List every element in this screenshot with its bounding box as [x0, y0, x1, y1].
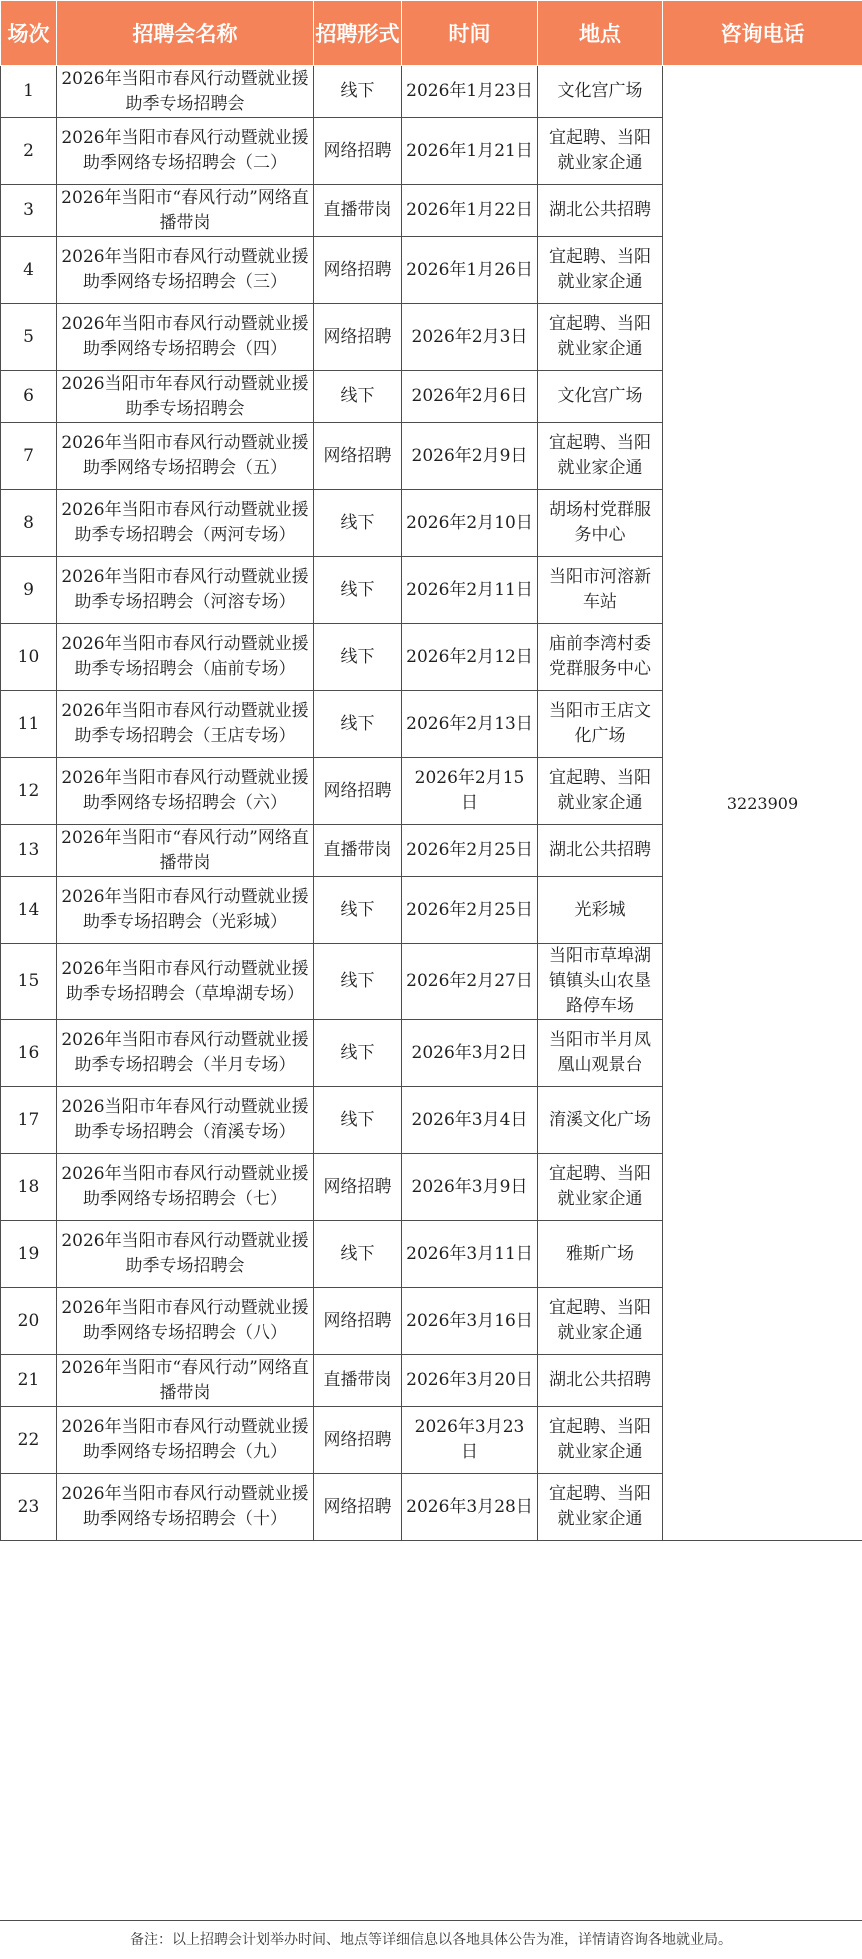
format-cell: 直播带岗 — [314, 825, 402, 877]
index-cell: 11 — [1, 691, 57, 758]
index-cell: 2 — [1, 118, 57, 185]
index-cell: 23 — [1, 1474, 57, 1541]
time-cell: 2026年2月27日 — [402, 944, 538, 1020]
name-cell: 2026年当阳市春风行动暨就业援助季专场招聘会（王店专场） — [57, 691, 314, 758]
location-cell: 宜起聘、当阳就业家企通 — [538, 118, 663, 185]
name-cell: 2026年当阳市春风行动暨就业援助季专场招聘会（河溶专场） — [57, 557, 314, 624]
column-header-name: 招聘会名称 — [57, 1, 314, 66]
name-cell: 2026年当阳市春风行动暨就业援助季专场招聘会（庙前专场） — [57, 624, 314, 691]
index-cell: 6 — [1, 371, 57, 423]
name-cell: 2026年当阳市“春风行动”网络直播带岗 — [57, 825, 314, 877]
location-cell: 胡场村党群服务中心 — [538, 490, 663, 557]
index-cell: 17 — [1, 1087, 57, 1154]
format-cell: 线下 — [314, 1020, 402, 1087]
location-cell: 宜起聘、当阳就业家企通 — [538, 304, 663, 371]
location-cell: 当阳市王店文化广场 — [538, 691, 663, 758]
location-cell: 宜起聘、当阳就业家企通 — [538, 1407, 663, 1474]
table-body — [1, 66, 862, 1541]
time-cell: 2026年1月26日 — [402, 237, 538, 304]
format-cell: 线下 — [314, 66, 402, 118]
name-cell: 2026年当阳市春风行动暨就业援助季网络专场招聘会（六） — [57, 758, 314, 825]
table-header-row — [1, 1, 862, 66]
location-cell: 雅斯广场 — [538, 1221, 663, 1288]
phone-cell: 3223909 — [663, 66, 862, 1541]
name-cell: 2026当阳市年春风行动暨就业援助季专场招聘会（淯溪专场） — [57, 1087, 314, 1154]
location-cell: 文化宫广场 — [538, 66, 663, 118]
index-cell: 14 — [1, 877, 57, 944]
name-cell: 2026年当阳市春风行动暨就业援助季网络专场招聘会（二） — [57, 118, 314, 185]
format-cell: 网络招聘 — [314, 1154, 402, 1221]
index-cell: 12 — [1, 758, 57, 825]
time-cell: 2026年1月21日 — [402, 118, 538, 185]
index-cell: 10 — [1, 624, 57, 691]
time-cell: 2026年2月3日 — [402, 304, 538, 371]
format-cell: 线下 — [314, 557, 402, 624]
time-cell: 2026年3月16日 — [402, 1288, 538, 1355]
format-cell: 线下 — [314, 1087, 402, 1154]
location-cell: 当阳市草埠湖镇镇头山农垦路停车场 — [538, 944, 663, 1020]
name-cell: 2026当阳市年春风行动暨就业援助季专场招聘会 — [57, 371, 314, 423]
name-cell: 2026年当阳市春风行动暨就业援助季网络专场招聘会（五） — [57, 423, 314, 490]
name-cell: 2026年当阳市春风行动暨就业援助季专场招聘会 — [57, 1221, 314, 1288]
time-cell: 2026年3月2日 — [402, 1020, 538, 1087]
time-cell: 2026年2月6日 — [402, 371, 538, 423]
time-cell: 2026年2月11日 — [402, 557, 538, 624]
time-cell: 2026年3月11日 — [402, 1221, 538, 1288]
time-cell: 2026年2月12日 — [402, 624, 538, 691]
index-cell: 9 — [1, 557, 57, 624]
time-cell: 2026年3月28日 — [402, 1474, 538, 1541]
format-cell: 线下 — [314, 691, 402, 758]
location-cell: 淯溪文化广场 — [538, 1087, 663, 1154]
index-cell: 4 — [1, 237, 57, 304]
column-header-phone: 咨询电话 — [663, 1, 862, 66]
time-cell: 2026年1月22日 — [402, 185, 538, 237]
time-cell: 2026年3月20日 — [402, 1355, 538, 1407]
location-cell: 宜起聘、当阳就业家企通 — [538, 1474, 663, 1541]
format-cell: 直播带岗 — [314, 1355, 402, 1407]
column-header-format: 招聘形式 — [314, 1, 402, 66]
name-cell: 2026年当阳市春风行动暨就业援助季专场招聘会 — [57, 66, 314, 118]
index-cell: 1 — [1, 66, 57, 118]
index-cell: 18 — [1, 1154, 57, 1221]
location-cell: 宜起聘、当阳就业家企通 — [538, 423, 663, 490]
format-cell: 网络招聘 — [314, 304, 402, 371]
index-cell: 16 — [1, 1020, 57, 1087]
column-header-location: 地点 — [538, 1, 663, 66]
name-cell: 2026年当阳市春风行动暨就业援助季专场招聘会（光彩城） — [57, 877, 314, 944]
name-cell: 2026年当阳市春风行动暨就业援助季网络专场招聘会（四） — [57, 304, 314, 371]
format-cell: 线下 — [314, 877, 402, 944]
index-cell: 13 — [1, 825, 57, 877]
table-row — [1, 66, 862, 118]
footnote: 备注：以上招聘会计划举办时间、地点等详细信息以各地具体公告为准，详情请咨询各地就业局。 — [0, 1920, 862, 1959]
format-cell: 线下 — [314, 1221, 402, 1288]
location-cell: 宜起聘、当阳就业家企通 — [538, 237, 663, 304]
location-cell: 宜起聘、当阳就业家企通 — [538, 1154, 663, 1221]
index-cell: 15 — [1, 944, 57, 1020]
location-cell: 光彩城 — [538, 877, 663, 944]
location-cell: 庙前李湾村委党群服务中心 — [538, 624, 663, 691]
time-cell: 2026年3月9日 — [402, 1154, 538, 1221]
format-cell: 线下 — [314, 371, 402, 423]
time-cell: 2026年3月4日 — [402, 1087, 538, 1154]
column-header-index: 场次 — [1, 1, 57, 66]
name-cell: 2026年当阳市春风行动暨就业援助季网络专场招聘会（八） — [57, 1288, 314, 1355]
location-cell: 湖北公共招聘 — [538, 1355, 663, 1407]
format-cell: 网络招聘 — [314, 1288, 402, 1355]
name-cell: 2026年当阳市“春风行动”网络直播带岗 — [57, 1355, 314, 1407]
name-cell: 2026年当阳市春风行动暨就业援助季网络专场招聘会（七） — [57, 1154, 314, 1221]
index-cell: 8 — [1, 490, 57, 557]
format-cell: 网络招聘 — [314, 758, 402, 825]
format-cell: 线下 — [314, 490, 402, 557]
name-cell: 2026年当阳市春风行动暨就业援助季专场招聘会（草埠湖专场） — [57, 944, 314, 1020]
format-cell: 网络招聘 — [314, 423, 402, 490]
location-cell: 宜起聘、当阳就业家企通 — [538, 1288, 663, 1355]
time-cell: 2026年2月10日 — [402, 490, 538, 557]
location-cell: 当阳市河溶新车站 — [538, 557, 663, 624]
time-cell: 2026年2月9日 — [402, 423, 538, 490]
index-cell: 20 — [1, 1288, 57, 1355]
location-cell: 湖北公共招聘 — [538, 185, 663, 237]
column-header-time: 时间 — [402, 1, 538, 66]
name-cell: 2026年当阳市春风行动暨就业援助季专场招聘会（两河专场） — [57, 490, 314, 557]
name-cell: 2026年当阳市春风行动暨就业援助季专场招聘会（半月专场） — [57, 1020, 314, 1087]
format-cell: 网络招聘 — [314, 1474, 402, 1541]
time-cell: 2026年2月25日 — [402, 877, 538, 944]
index-cell: 5 — [1, 304, 57, 371]
format-cell: 网络招聘 — [314, 1407, 402, 1474]
index-cell: 22 — [1, 1407, 57, 1474]
format-cell: 直播带岗 — [314, 185, 402, 237]
location-cell: 文化宫广场 — [538, 371, 663, 423]
time-cell: 2026年2月25日 — [402, 825, 538, 877]
time-cell: 2026年1月23日 — [402, 66, 538, 118]
name-cell: 2026年当阳市春风行动暨就业援助季网络专场招聘会（十） — [57, 1474, 314, 1541]
index-cell: 19 — [1, 1221, 57, 1288]
name-cell: 2026年当阳市春风行动暨就业援助季网络专场招聘会（九） — [57, 1407, 314, 1474]
time-cell: 2026年2月15 日 — [402, 758, 538, 825]
format-cell: 网络招聘 — [314, 118, 402, 185]
format-cell: 线下 — [314, 624, 402, 691]
index-cell: 21 — [1, 1355, 57, 1407]
time-cell: 2026年3月23 日 — [402, 1407, 538, 1474]
index-cell: 7 — [1, 423, 57, 490]
name-cell: 2026年当阳市春风行动暨就业援助季网络专场招聘会（三） — [57, 237, 314, 304]
location-cell: 湖北公共招聘 — [538, 825, 663, 877]
time-cell: 2026年2月13日 — [402, 691, 538, 758]
format-cell: 网络招聘 — [314, 237, 402, 304]
index-cell: 3 — [1, 185, 57, 237]
location-cell: 当阳市半月凤凰山观景台 — [538, 1020, 663, 1087]
format-cell: 线下 — [314, 944, 402, 1020]
location-cell: 宜起聘、当阳就业家企通 — [538, 758, 663, 825]
name-cell: 2026年当阳市“春风行动”网络直播带岗 — [57, 185, 314, 237]
